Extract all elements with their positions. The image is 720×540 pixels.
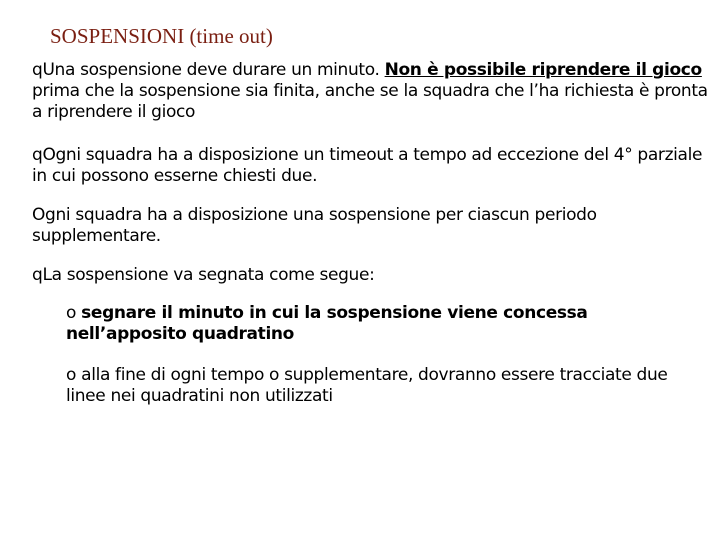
slide-title: SOSPENSIONI (time out) — [50, 24, 273, 48]
paragraph-timeout-text: Ogni squadra ha a disposizione un timeout a tempo ad eccezione del 4° parziale in cui possono esserne chiesti due. — [32, 145, 703, 186]
bullet-marker: q — [32, 145, 43, 165]
sub-item-marker: o — [66, 303, 77, 323]
sub-item-mark-minute-text: segnare il minuto in cui la sospensione viene concessa nell’apposito quadratino — [66, 303, 588, 344]
paragraph-overtime — [32, 205, 708, 247]
paragraph-marking — [32, 265, 708, 286]
paragraph-duration — [32, 60, 708, 123]
paragraph-duration-lead: Una sospensione deve durare un minuto. — [42, 60, 385, 80]
paragraph-marking-text: La sospensione va segnata come segue: — [42, 265, 375, 285]
sub-item-marker: o — [66, 365, 77, 385]
sub-item-end-of-period — [66, 365, 706, 407]
sub-item-end-of-period-text: alla fine di ogni tempo o supplementare, dovranno essere tracciate due linee nei quadratini non utilizzati — [66, 365, 668, 406]
paragraph-duration-emphasis: Non è possibile riprendere il gioco — [384, 60, 702, 80]
sub-item-mark-minute — [66, 303, 706, 345]
paragraph-timeout — [32, 145, 708, 187]
paragraph-overtime-text: Ogni squadra ha a disposizione una sospensione per ciascun periodo supplementare. — [32, 205, 597, 246]
bullet-marker: q — [32, 265, 43, 285]
bullet-marker: q — [32, 60, 43, 80]
paragraph-duration-rest: prima che la sospensione sia finita, anche se la squadra che l’ha richiesta è pronta a riprendere il gioco — [32, 81, 708, 122]
